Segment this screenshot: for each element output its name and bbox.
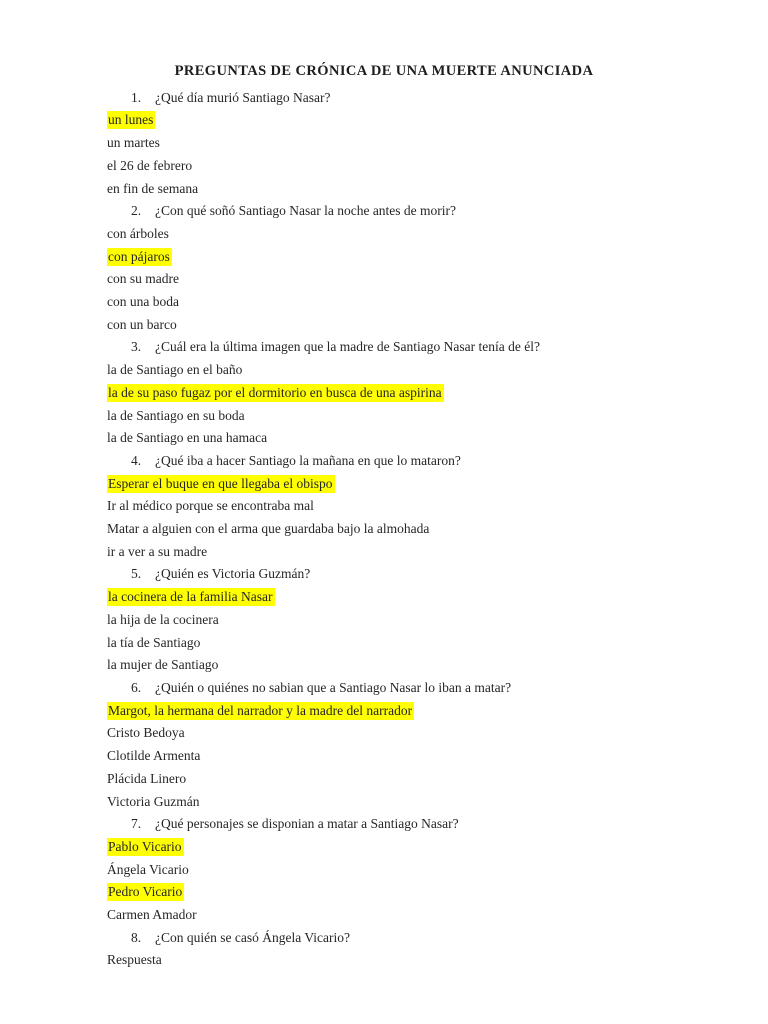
answer-option-line bbox=[107, 359, 668, 382]
highlighted-answer: Pablo Vicario bbox=[108, 838, 182, 854]
answer-option: Ir al médico porque se encontraba mal bbox=[107, 498, 314, 514]
answer-option-line bbox=[107, 518, 668, 541]
answer-option: con una boda bbox=[107, 294, 179, 310]
answer-option: con un barco bbox=[107, 316, 177, 332]
answer-option-line bbox=[107, 109, 668, 132]
question-line bbox=[107, 813, 668, 836]
answer-option: con su madre bbox=[107, 271, 179, 287]
answer-option: la de Santiago en su boda bbox=[107, 407, 245, 423]
question-number: 8. bbox=[131, 929, 142, 945]
answer-option-line bbox=[107, 541, 668, 564]
question-text: ¿Con qué soñó Santiago Nasar la noche antes de morir? bbox=[155, 203, 457, 219]
question-line bbox=[107, 336, 668, 359]
question-number: 6. bbox=[131, 679, 142, 695]
answer-option-line bbox=[107, 586, 668, 609]
question-text: ¿Quién o quiénes no sabian que a Santiago Nasar lo iban a matar? bbox=[155, 679, 512, 695]
answer-option-line bbox=[107, 291, 668, 314]
answer-option-line bbox=[107, 495, 668, 518]
answer-option: Carmen Amador bbox=[107, 907, 197, 923]
question-line bbox=[107, 450, 668, 473]
question-number: 1. bbox=[131, 89, 142, 105]
answer-option-line bbox=[107, 427, 668, 450]
answer-option: un martes bbox=[107, 135, 160, 151]
answer-option-line bbox=[107, 223, 668, 246]
answer-option-line bbox=[107, 700, 668, 723]
answer-option: la hija de la cocinera bbox=[107, 611, 219, 627]
answer-option-line bbox=[107, 791, 668, 814]
answer-option-line bbox=[107, 473, 668, 496]
answer-option: la tía de Santiago bbox=[107, 634, 201, 650]
answer-option-line bbox=[107, 268, 668, 291]
answer-option: en fin de semana bbox=[107, 180, 199, 196]
question-line bbox=[107, 563, 668, 586]
highlighted-answer: la cocinera de la familia Nasar bbox=[108, 589, 273, 605]
highlighted-answer: un lunes bbox=[108, 112, 154, 128]
answer-option-line bbox=[107, 314, 668, 337]
highlighted-answer: la de su paso fugaz por el dormitorio en busca de una aspirina bbox=[108, 384, 442, 400]
question-line bbox=[107, 677, 668, 700]
answer-option: Respuesta bbox=[107, 952, 162, 968]
answer-option-line bbox=[107, 949, 668, 972]
answer-option: la mujer de Santiago bbox=[107, 657, 219, 673]
question-number: 2. bbox=[131, 203, 142, 219]
answer-option-line bbox=[107, 722, 668, 745]
answer-option-line bbox=[107, 382, 668, 405]
answer-option: Matar a alguien con el arma que guardaba bajo la almohada bbox=[107, 521, 430, 537]
question-line bbox=[107, 87, 668, 110]
answer-option-line bbox=[107, 836, 668, 859]
answer-option: Plácida Linero bbox=[107, 770, 187, 786]
question-number: 5. bbox=[131, 566, 142, 582]
question-text: ¿Qué iba a hacer Santiago la mañana en que lo mataron? bbox=[155, 452, 461, 468]
question-number: 7. bbox=[131, 816, 142, 832]
highlighted-answer: Margot, la hermana del narrador y la madre del narrador bbox=[108, 702, 413, 718]
highlighted-answer: con pájaros bbox=[108, 248, 170, 264]
highlighted-answer: Pedro Vicario bbox=[108, 884, 183, 900]
answer-option-line bbox=[107, 178, 668, 201]
question-line bbox=[107, 927, 668, 950]
answer-option-line bbox=[107, 904, 668, 927]
question-text: ¿Quién es Victoria Guzmán? bbox=[155, 566, 311, 582]
question-number: 4. bbox=[131, 452, 142, 468]
answer-option-line bbox=[107, 632, 668, 655]
answer-option: Clotilde Armenta bbox=[107, 748, 201, 764]
question-text: ¿Qué día murió Santiago Nasar? bbox=[155, 89, 331, 105]
answer-option: con árboles bbox=[107, 225, 169, 241]
answer-option-line bbox=[107, 654, 668, 677]
question-text: ¿Con quién se casó Ángela Vicario? bbox=[155, 929, 350, 945]
answer-option-line bbox=[107, 405, 668, 428]
answer-option: la de Santiago en una hamaca bbox=[107, 430, 268, 446]
answer-option-line bbox=[107, 155, 668, 178]
questions-list bbox=[107, 87, 668, 972]
answer-option-line bbox=[107, 609, 668, 632]
question-line bbox=[107, 200, 668, 223]
question-text: ¿Qué personajes se disponian a matar a Santiago Nasar? bbox=[155, 816, 459, 832]
answer-option-line bbox=[107, 768, 668, 791]
question-number: 3. bbox=[131, 339, 142, 355]
answer-option: el 26 de febrero bbox=[107, 157, 193, 173]
document-title: PREGUNTAS DE CRÓNICA DE UNA MUERTE ANUNCIADA bbox=[174, 63, 594, 79]
answer-option-line bbox=[107, 745, 668, 768]
answer-option-line bbox=[107, 881, 668, 904]
highlighted-answer: Esperar el buque en que llegaba el obispo bbox=[108, 475, 333, 491]
question-text: ¿Cuál era la última imagen que la madre de Santiago Nasar tenía de él? bbox=[155, 339, 540, 355]
answer-option: Cristo Bedoya bbox=[107, 725, 185, 741]
answer-option: Victoria Guzmán bbox=[107, 793, 200, 809]
answer-option: Ángela Vicario bbox=[107, 861, 189, 877]
answer-option-line bbox=[107, 859, 668, 882]
answer-option: la de Santiago en el baño bbox=[107, 362, 243, 378]
answer-option-line bbox=[107, 132, 668, 155]
answer-option-line bbox=[107, 246, 668, 269]
answer-option: ir a ver a su madre bbox=[107, 543, 208, 559]
